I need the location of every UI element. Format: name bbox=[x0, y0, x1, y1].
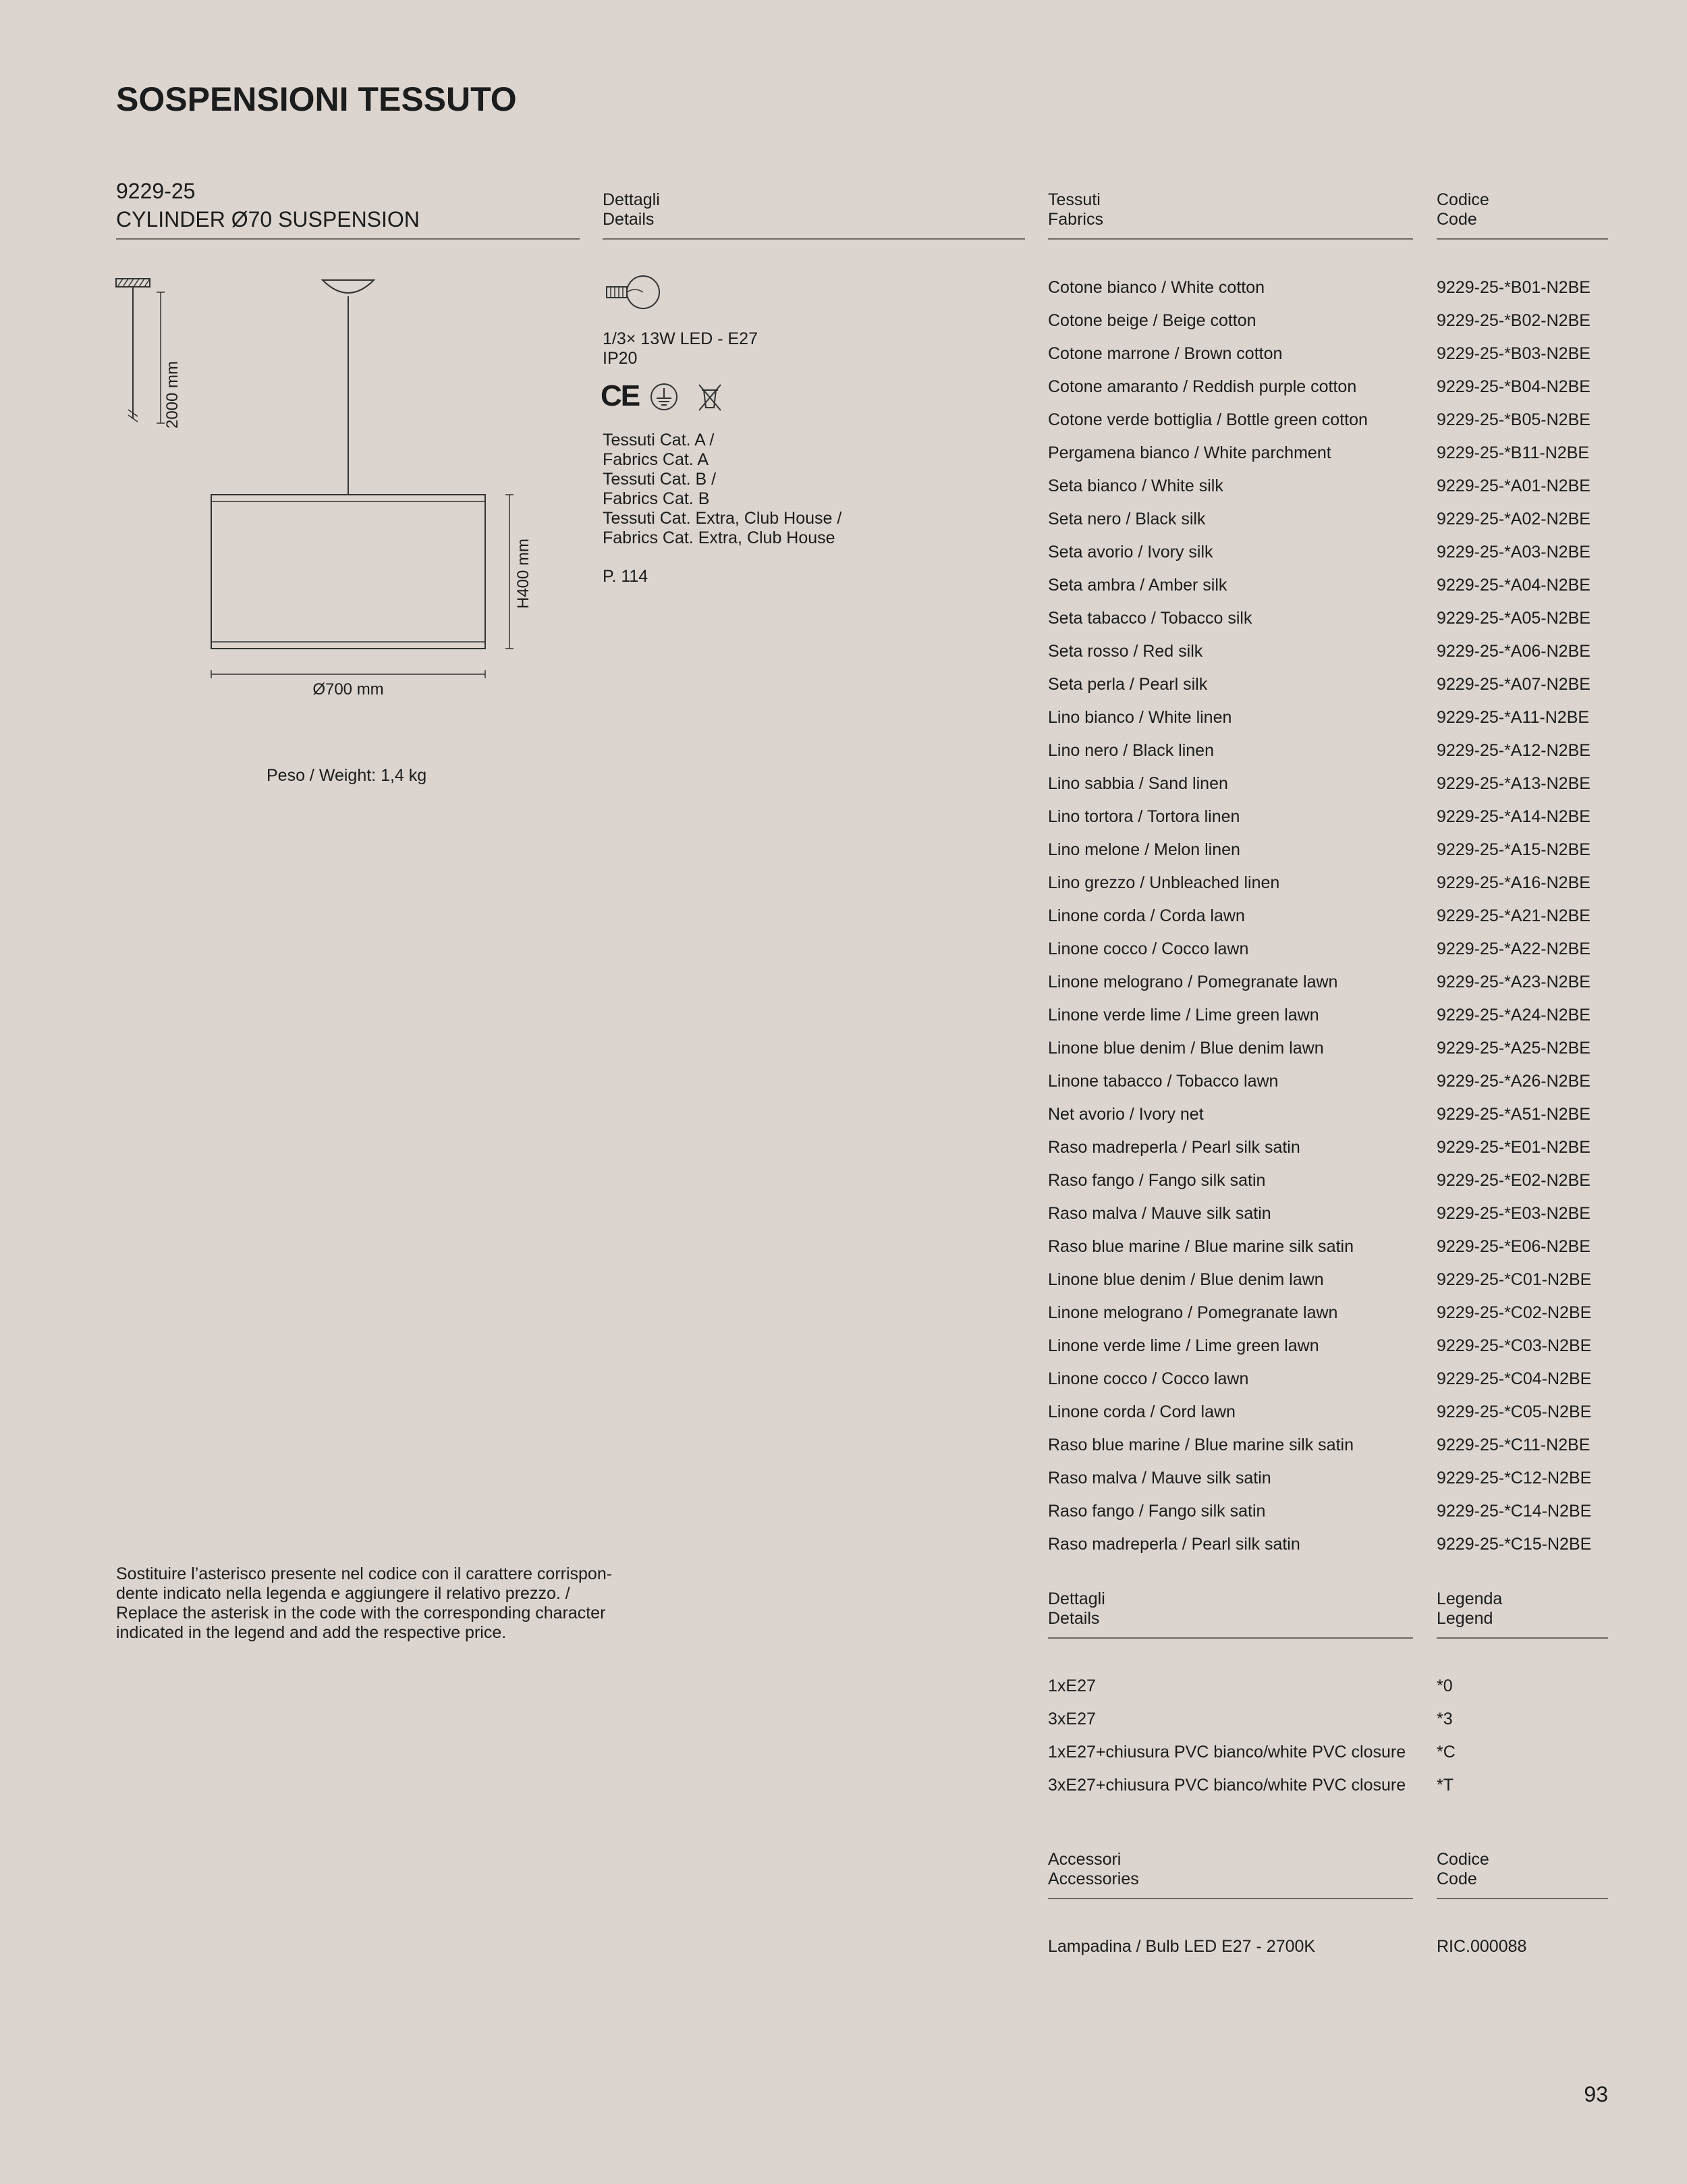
code-header: Codice Code bbox=[1437, 190, 1489, 229]
lamp-spec: 1/3× 13W LED - E27 IP20 bbox=[603, 329, 758, 368]
fabric-name: Linone blue denim / Blue denim lawn bbox=[1048, 1039, 1324, 1058]
fabric-name: Linone corda / Cord lawn bbox=[1048, 1402, 1236, 1421]
fabric-code: 9229-25-*B02-N2BE bbox=[1437, 311, 1591, 330]
fabric-name: Cotone bianco / White cotton bbox=[1048, 278, 1265, 297]
fabric-code: 9229-25-*C14-N2BE bbox=[1437, 1502, 1592, 1521]
fabric-code: 9229-25-*A22-N2BE bbox=[1437, 939, 1591, 958]
fabric-code: 9229-25-*A01-N2BE bbox=[1437, 476, 1591, 495]
fabric-code: 9229-25-*B04-N2BE bbox=[1437, 377, 1591, 396]
product-heading bbox=[116, 177, 420, 234]
height-label: H400 mm bbox=[514, 538, 532, 609]
fabric-code: 9229-25-*B01-N2BE bbox=[1437, 278, 1591, 297]
fabric-name: Linone corda / Corda lawn bbox=[1048, 906, 1245, 925]
legend-name: 1xE27+chiusura PVC bianco/white PVC closure bbox=[1048, 1743, 1406, 1762]
fabric-name: Cotone amaranto / Reddish purple cotton bbox=[1048, 377, 1357, 396]
fabric-code: 9229-25-*A07-N2BE bbox=[1437, 675, 1591, 694]
page-number: 93 bbox=[1584, 2082, 1608, 2106]
fabric-name: Seta tabacco / Tobacco silk bbox=[1048, 609, 1252, 628]
legend-code: *C bbox=[1437, 1743, 1456, 1762]
legend-rule bbox=[1437, 1637, 1608, 1639]
accessories-header: Accessori Accessories bbox=[1048, 1850, 1139, 1888]
accessory-code: RIC.000088 bbox=[1437, 1937, 1527, 1956]
legend-details-rule bbox=[1048, 1637, 1413, 1639]
fabric-name: Cotone marrone / Brown cotton bbox=[1048, 344, 1283, 363]
accessory-name: Lampadina / Bulb LED E27 - 2700K bbox=[1048, 1937, 1316, 1956]
fabric-name: Seta ambra / Amber silk bbox=[1048, 576, 1227, 595]
fabric-categories: Tessuti Cat. A / Fabrics Cat. A Tessuti Cat. B / Fabrics Cat. B Tessuti Cat. Extra, Club House / Fabrics Cat. Extra, Club House bbox=[603, 431, 842, 547]
product-rule bbox=[116, 238, 580, 240]
fabric-name: Seta rosso / Red silk bbox=[1048, 642, 1203, 661]
fabric-name: Raso malva / Mauve silk satin bbox=[1048, 1204, 1271, 1223]
fabric-code: 9229-25-*A16-N2BE bbox=[1437, 873, 1591, 892]
fabric-code: 9229-25-*A04-N2BE bbox=[1437, 576, 1591, 595]
ceiling-hatch-icon bbox=[116, 279, 150, 287]
code-rule bbox=[1437, 238, 1608, 240]
fabric-code: 9229-25-*E03-N2BE bbox=[1437, 1204, 1591, 1223]
fabric-name: Linone verde lime / Lime green lawn bbox=[1048, 1006, 1319, 1025]
fabric-name: Linone cocco / Cocco lawn bbox=[1048, 1369, 1249, 1388]
fabric-code: 9229-25-*C05-N2BE bbox=[1437, 1402, 1592, 1421]
legend-code: *T bbox=[1437, 1776, 1454, 1795]
fabric-code: 9229-25-*C15-N2BE bbox=[1437, 1535, 1592, 1554]
fabric-name: Seta avorio / Ivory silk bbox=[1048, 543, 1213, 562]
fabric-name: Seta nero / Black silk bbox=[1048, 510, 1206, 528]
fabric-name: Raso malva / Mauve silk satin bbox=[1048, 1469, 1271, 1487]
legend-code: *0 bbox=[1437, 1676, 1453, 1695]
details-rule bbox=[603, 238, 1025, 240]
fabric-name: Lino melone / Melon linen bbox=[1048, 840, 1240, 859]
diameter-label: Ø700 mm bbox=[312, 680, 384, 699]
fabric-name: Raso blue marine / Blue marine silk satin bbox=[1048, 1436, 1354, 1454]
fabric-code: 9229-25-*A13-N2BE bbox=[1437, 774, 1591, 793]
page-reference: P. 114 bbox=[603, 567, 648, 586]
accessories-rule bbox=[1048, 1898, 1413, 1899]
fabric-code: 9229-25-*A15-N2BE bbox=[1437, 840, 1591, 859]
fabric-code: 9229-25-*C04-N2BE bbox=[1437, 1369, 1592, 1388]
details-header: Dettagli Details bbox=[603, 190, 660, 229]
fabric-name: Lino sabbia / Sand linen bbox=[1048, 774, 1228, 793]
earth-ground-icon bbox=[649, 382, 679, 412]
fabric-code: 9229-25-*C03-N2BE bbox=[1437, 1336, 1592, 1355]
asterisk-note: Sostituire l’asterisco presente nel codice con il carattere corrispon- dente indicato nella legenda e aggiungere il relativo prezzo. / Replace the asterisk in the code with the corresponding character indicated in the legend and add the respective price. bbox=[116, 1564, 613, 1642]
fabric-name: Linone melograno / Pomegranate lawn bbox=[1048, 973, 1338, 991]
fabric-code: 9229-25-*A14-N2BE bbox=[1437, 807, 1591, 826]
fabric-code: 9229-25-*A25-N2BE bbox=[1437, 1039, 1591, 1058]
bulb-icon bbox=[601, 273, 663, 311]
fabric-code: 9229-25-*E01-N2BE bbox=[1437, 1138, 1591, 1157]
technical-drawing bbox=[108, 267, 553, 699]
fabric-name: Lino bianco / White linen bbox=[1048, 708, 1232, 727]
fabric-code: 9229-25-*A11-N2BE bbox=[1437, 708, 1590, 727]
fabric-code: 9229-25-*A51-N2BE bbox=[1437, 1105, 1591, 1124]
fabric-name: Net avorio / Ivory net bbox=[1048, 1105, 1204, 1124]
fabric-name: Seta perla / Pearl silk bbox=[1048, 675, 1208, 694]
fabric-code: 9229-25-*A05-N2BE bbox=[1437, 609, 1591, 628]
fabric-code: 9229-25-*A06-N2BE bbox=[1437, 642, 1591, 661]
fabric-code: 9229-25-*A24-N2BE bbox=[1437, 1006, 1591, 1025]
fabric-code: 9229-25-*B11-N2BE bbox=[1437, 443, 1590, 462]
canopy-icon bbox=[323, 280, 374, 293]
fabric-code: 9229-25-*A02-N2BE bbox=[1437, 510, 1591, 528]
product-code: 9229-25 bbox=[116, 179, 196, 203]
product-name: CYLINDER Ø70 SUSPENSION bbox=[116, 207, 420, 231]
fabric-code: 9229-25-*A26-N2BE bbox=[1437, 1072, 1591, 1091]
fabric-name: Pergamena bianco / White parchment bbox=[1048, 443, 1331, 462]
legend-name: 1xE27 bbox=[1048, 1676, 1096, 1695]
fabric-name: Cotone beige / Beige cotton bbox=[1048, 311, 1256, 330]
legend-name: 3xE27 bbox=[1048, 1710, 1096, 1728]
fabrics-header: Tessuti Fabrics bbox=[1048, 190, 1103, 229]
legend-header: Legenda Legend bbox=[1437, 1589, 1503, 1628]
fabric-code: 9229-25-*C11-N2BE bbox=[1437, 1436, 1591, 1454]
fabric-name: Lino grezzo / Unbleached linen bbox=[1048, 873, 1280, 892]
fabric-name: Lino tortora / Tortora linen bbox=[1048, 807, 1240, 826]
fabric-code: 9229-25-*B03-N2BE bbox=[1437, 344, 1591, 363]
fabric-name: Raso fango / Fango silk satin bbox=[1048, 1171, 1266, 1190]
fabric-name: Seta bianco / White silk bbox=[1048, 476, 1223, 495]
fabric-name: Raso madreperla / Pearl silk satin bbox=[1048, 1138, 1300, 1157]
fabrics-rule bbox=[1048, 238, 1413, 240]
fabric-name: Raso fango / Fango silk satin bbox=[1048, 1502, 1266, 1521]
fabric-name: Linone melograno / Pomegranate lawn bbox=[1048, 1303, 1338, 1322]
accessories-code-header: Codice Code bbox=[1437, 1850, 1489, 1888]
fabric-code: 9229-25-*A23-N2BE bbox=[1437, 973, 1591, 991]
shade-drawing bbox=[211, 495, 485, 649]
legend-details-header: Dettagli Details bbox=[1048, 1589, 1105, 1628]
cable-length-label: 2000 mm bbox=[163, 360, 182, 429]
accessories-code-rule bbox=[1437, 1898, 1608, 1899]
fabric-name: Raso blue marine / Blue marine silk satin bbox=[1048, 1237, 1354, 1256]
fabric-name: Lino nero / Black linen bbox=[1048, 741, 1214, 760]
ce-mark-icon: CE bbox=[601, 379, 640, 412]
fabric-code: 9229-25-*C12-N2BE bbox=[1437, 1469, 1592, 1487]
legend-name: 3xE27+chiusura PVC bianco/white PVC closure bbox=[1048, 1776, 1406, 1795]
fabric-name: Raso madreperla / Pearl silk satin bbox=[1048, 1535, 1300, 1554]
fabric-name: Linone tabacco / Tobacco lawn bbox=[1048, 1072, 1279, 1091]
fabric-name: Linone verde lime / Lime green lawn bbox=[1048, 1336, 1319, 1355]
fabric-name: Cotone verde bottiglia / Bottle green cotton bbox=[1048, 410, 1368, 429]
fabric-code: 9229-25-*A12-N2BE bbox=[1437, 741, 1591, 760]
fabric-code: 9229-25-*C01-N2BE bbox=[1437, 1270, 1592, 1289]
legend-code: *3 bbox=[1437, 1710, 1453, 1728]
fabric-code: 9229-25-*A03-N2BE bbox=[1437, 543, 1591, 562]
fabric-code: 9229-25-*E02-N2BE bbox=[1437, 1171, 1591, 1190]
fabric-code: 9229-25-*C02-N2BE bbox=[1437, 1303, 1592, 1322]
fabric-code: 9229-25-*A21-N2BE bbox=[1437, 906, 1591, 925]
fabric-code: 9229-25-*B05-N2BE bbox=[1437, 410, 1591, 429]
page-title: SOSPENSIONI TESSUTO bbox=[116, 80, 517, 118]
weight-text: Peso / Weight: 1,4 kg bbox=[267, 766, 427, 785]
fabric-code: 9229-25-*E06-N2BE bbox=[1437, 1237, 1591, 1256]
fabric-name: Linone cocco / Cocco lawn bbox=[1048, 939, 1249, 958]
fabric-name: Linone blue denim / Blue denim lawn bbox=[1048, 1270, 1324, 1289]
weee-bin-icon bbox=[695, 381, 725, 413]
